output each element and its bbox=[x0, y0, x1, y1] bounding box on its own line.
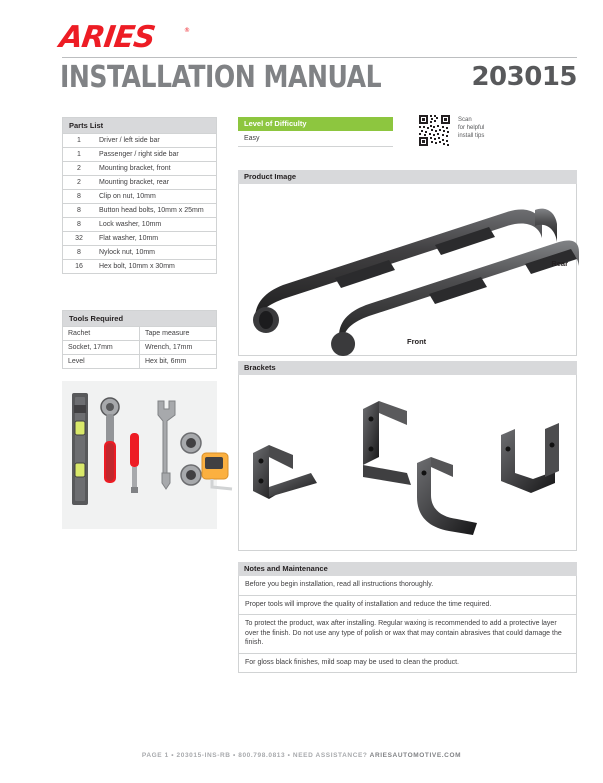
product-image-section bbox=[238, 170, 577, 356]
part-desc: Lock washer, 10mm bbox=[95, 218, 216, 232]
part-desc: Flat washer, 10mm bbox=[95, 232, 216, 246]
footer-brand: ARIESAUTOMOTIVE.COM bbox=[369, 752, 462, 759]
note-item: Proper tools will improve the quality of installation and reduce the time required. bbox=[239, 596, 576, 616]
tools-illustration bbox=[62, 381, 217, 529]
bracket-center bbox=[417, 457, 477, 535]
svg-text:®: ® bbox=[184, 27, 190, 34]
tools-required bbox=[62, 310, 217, 369]
bracket-center-left bbox=[363, 401, 411, 485]
table-row bbox=[63, 327, 216, 341]
tool-name: Rachet bbox=[63, 327, 140, 341]
product-image-box bbox=[238, 184, 577, 356]
table-row bbox=[63, 204, 216, 218]
difficulty-block bbox=[238, 117, 393, 147]
brackets-heading: Brackets bbox=[238, 361, 577, 375]
table-row bbox=[63, 341, 216, 355]
table-row bbox=[63, 162, 216, 176]
part-qty: 16 bbox=[63, 260, 95, 274]
page-title: INSTALLATION MANUAL bbox=[60, 60, 382, 95]
note-item: To protect the product, wax after installing. Regular waxing is recommended to add a protective layer over the finish. Do not use any type of polish or wax that may contain abrasives that could damage the finish. bbox=[239, 615, 576, 654]
part-qty: 8 bbox=[63, 204, 95, 218]
page-footer bbox=[0, 752, 603, 759]
note-item: Before you begin installation, read all instructions thoroughly. bbox=[239, 576, 576, 596]
part-qty: 8 bbox=[63, 218, 95, 232]
footer-text: PAGE 1 • 203015-INS-RB • 800.798.0813 • NEED ASSISTANCE? bbox=[141, 752, 370, 759]
parts-list-table bbox=[63, 133, 216, 273]
qr-caption bbox=[458, 116, 484, 140]
svg-text:ARIES: ARIES bbox=[57, 20, 157, 55]
table-row bbox=[63, 218, 216, 232]
table-row bbox=[63, 148, 216, 162]
difficulty-value: Easy bbox=[238, 131, 393, 147]
part-desc: Clip on nut, 10mm bbox=[95, 190, 216, 204]
table-row bbox=[63, 232, 216, 246]
part-desc: Nylock nut, 10mm bbox=[95, 246, 216, 260]
tool-name: Socket, 17mm bbox=[63, 341, 140, 355]
qr-block bbox=[418, 114, 548, 150]
part-desc: Mounting bracket, front bbox=[95, 162, 216, 176]
aries-logo bbox=[57, 20, 197, 55]
part-qty: 2 bbox=[63, 162, 95, 176]
tape-measure-icon bbox=[202, 453, 232, 489]
qr-line-1: Scan bbox=[458, 117, 472, 123]
socket-icon bbox=[181, 433, 201, 485]
table-row bbox=[63, 246, 216, 260]
part-desc: Passenger / right side bar bbox=[95, 148, 216, 162]
wrench-icon bbox=[158, 401, 175, 489]
table-row bbox=[63, 134, 216, 148]
qr-line-2: for helpful bbox=[458, 125, 485, 131]
part-qty: 8 bbox=[63, 190, 95, 204]
part-qty: 8 bbox=[63, 246, 95, 260]
tool-name: Wrench, 17mm bbox=[140, 341, 217, 355]
part-desc: Mounting bracket, rear bbox=[95, 176, 216, 190]
part-qty: 1 bbox=[63, 148, 95, 162]
table-row bbox=[63, 190, 216, 204]
difficulty-heading: Level of Difficulty bbox=[238, 117, 393, 131]
qr-code-icon bbox=[418, 114, 451, 147]
notes-heading: Notes and Maintenance bbox=[238, 562, 577, 576]
brackets-box bbox=[238, 375, 577, 551]
product-image-heading: Product Image bbox=[238, 170, 577, 184]
label-front: Front bbox=[407, 337, 427, 346]
tool-name: Hex bit, 6mm bbox=[140, 355, 217, 369]
note-item: For gloss black finishes, mild soap may be used to clean the product. bbox=[245, 658, 459, 666]
part-qty: 32 bbox=[63, 232, 95, 246]
screwdriver-icon bbox=[130, 433, 139, 493]
tools-required-table bbox=[63, 326, 216, 368]
side-bars-illustration bbox=[239, 184, 578, 356]
tools-required-heading: Tools Required bbox=[63, 311, 216, 326]
part-qty: 1 bbox=[63, 134, 95, 148]
brackets-section bbox=[238, 361, 577, 551]
parts-list-heading: Parts List bbox=[63, 118, 216, 133]
level-icon bbox=[72, 393, 88, 505]
bracket-right bbox=[501, 423, 559, 493]
parts-list bbox=[62, 117, 217, 274]
part-desc: Hex bolt, 10mm x 30mm bbox=[95, 260, 216, 274]
table-row bbox=[63, 176, 216, 190]
tool-name: Tape measure bbox=[140, 327, 217, 341]
qr-line-3: install tips bbox=[458, 133, 485, 139]
part-qty: 2 bbox=[63, 176, 95, 190]
ratchet-icon bbox=[101, 398, 119, 483]
label-rear: Rear bbox=[551, 259, 568, 268]
header-divider bbox=[62, 57, 577, 58]
part-desc: Driver / left side bar bbox=[95, 134, 216, 148]
brackets-illustration bbox=[239, 375, 578, 551]
notes-section bbox=[238, 562, 577, 673]
part-number: 203015 bbox=[471, 62, 577, 92]
part-desc: Button head bolts, 10mm x 25mm bbox=[95, 204, 216, 218]
notes-box bbox=[238, 576, 577, 673]
table-row bbox=[63, 260, 216, 274]
tool-name: Level bbox=[63, 355, 140, 369]
table-row bbox=[63, 355, 216, 369]
bracket-left bbox=[253, 445, 317, 499]
